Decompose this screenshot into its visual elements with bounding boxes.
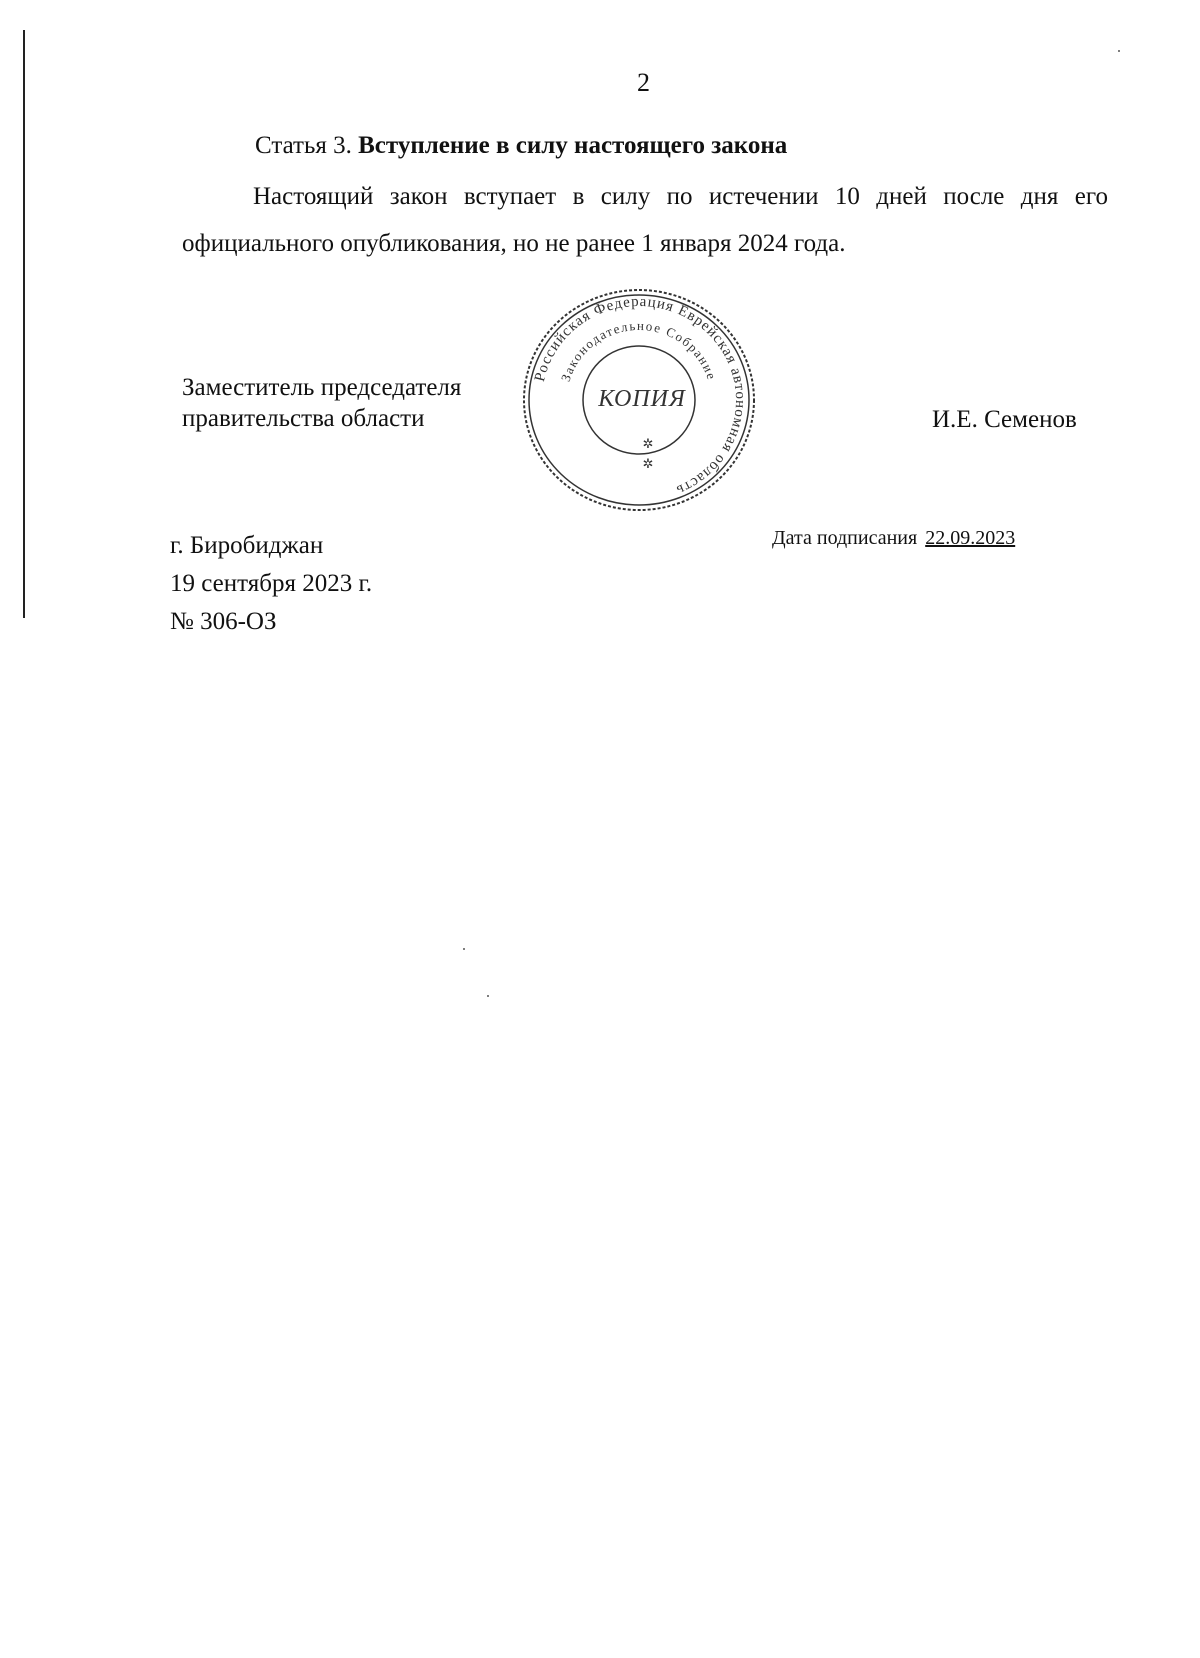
signer-position: [182, 372, 461, 434]
stamp-star-icon: ✲: [642, 436, 654, 451]
scan-speck: [487, 995, 489, 997]
stamp-star-icon: ✲: [642, 456, 654, 471]
scan-edge-line: [23, 30, 25, 618]
document-footer-block: [170, 527, 372, 641]
official-seal-stamp: [520, 286, 758, 514]
article-body-line-2: официального опубликования, но не ранее 1 января 2024 года.: [182, 230, 846, 257]
signing-date-label: Дата подписания: [772, 527, 918, 549]
stamp-center-text: КОПИЯ: [598, 386, 686, 412]
scan-speck: [463, 948, 465, 950]
article-title: Вступление в силу настоящего закона: [358, 132, 788, 159]
article-body-line-1: Настоящий закон вступает в силу по истечении 10 дней после дня его: [253, 183, 1108, 210]
city: г. Биробиджан: [170, 532, 324, 559]
article-heading: [255, 132, 787, 160]
article-prefix: Статья 3.: [255, 132, 352, 159]
signing-date-value: 22.09.2023: [925, 527, 1016, 549]
signing-date: [772, 527, 1015, 550]
stamp-inner-text: Законодательное Собрание: [557, 317, 720, 384]
signer-position-line-2: правительства области: [182, 405, 425, 432]
page-number: 2: [637, 68, 650, 97]
signer-position-line-1: Заместитель председателя: [182, 374, 462, 401]
law-number: № 306-ОЗ: [170, 608, 277, 635]
signer-name: И.Е. Семенов: [932, 406, 1077, 433]
stamp-outer-text: Российская Федерация Еврейская автономная область: [531, 293, 749, 499]
scan-speck: [1118, 50, 1120, 52]
law-date: 19 сентября 2023 г.: [170, 570, 373, 597]
